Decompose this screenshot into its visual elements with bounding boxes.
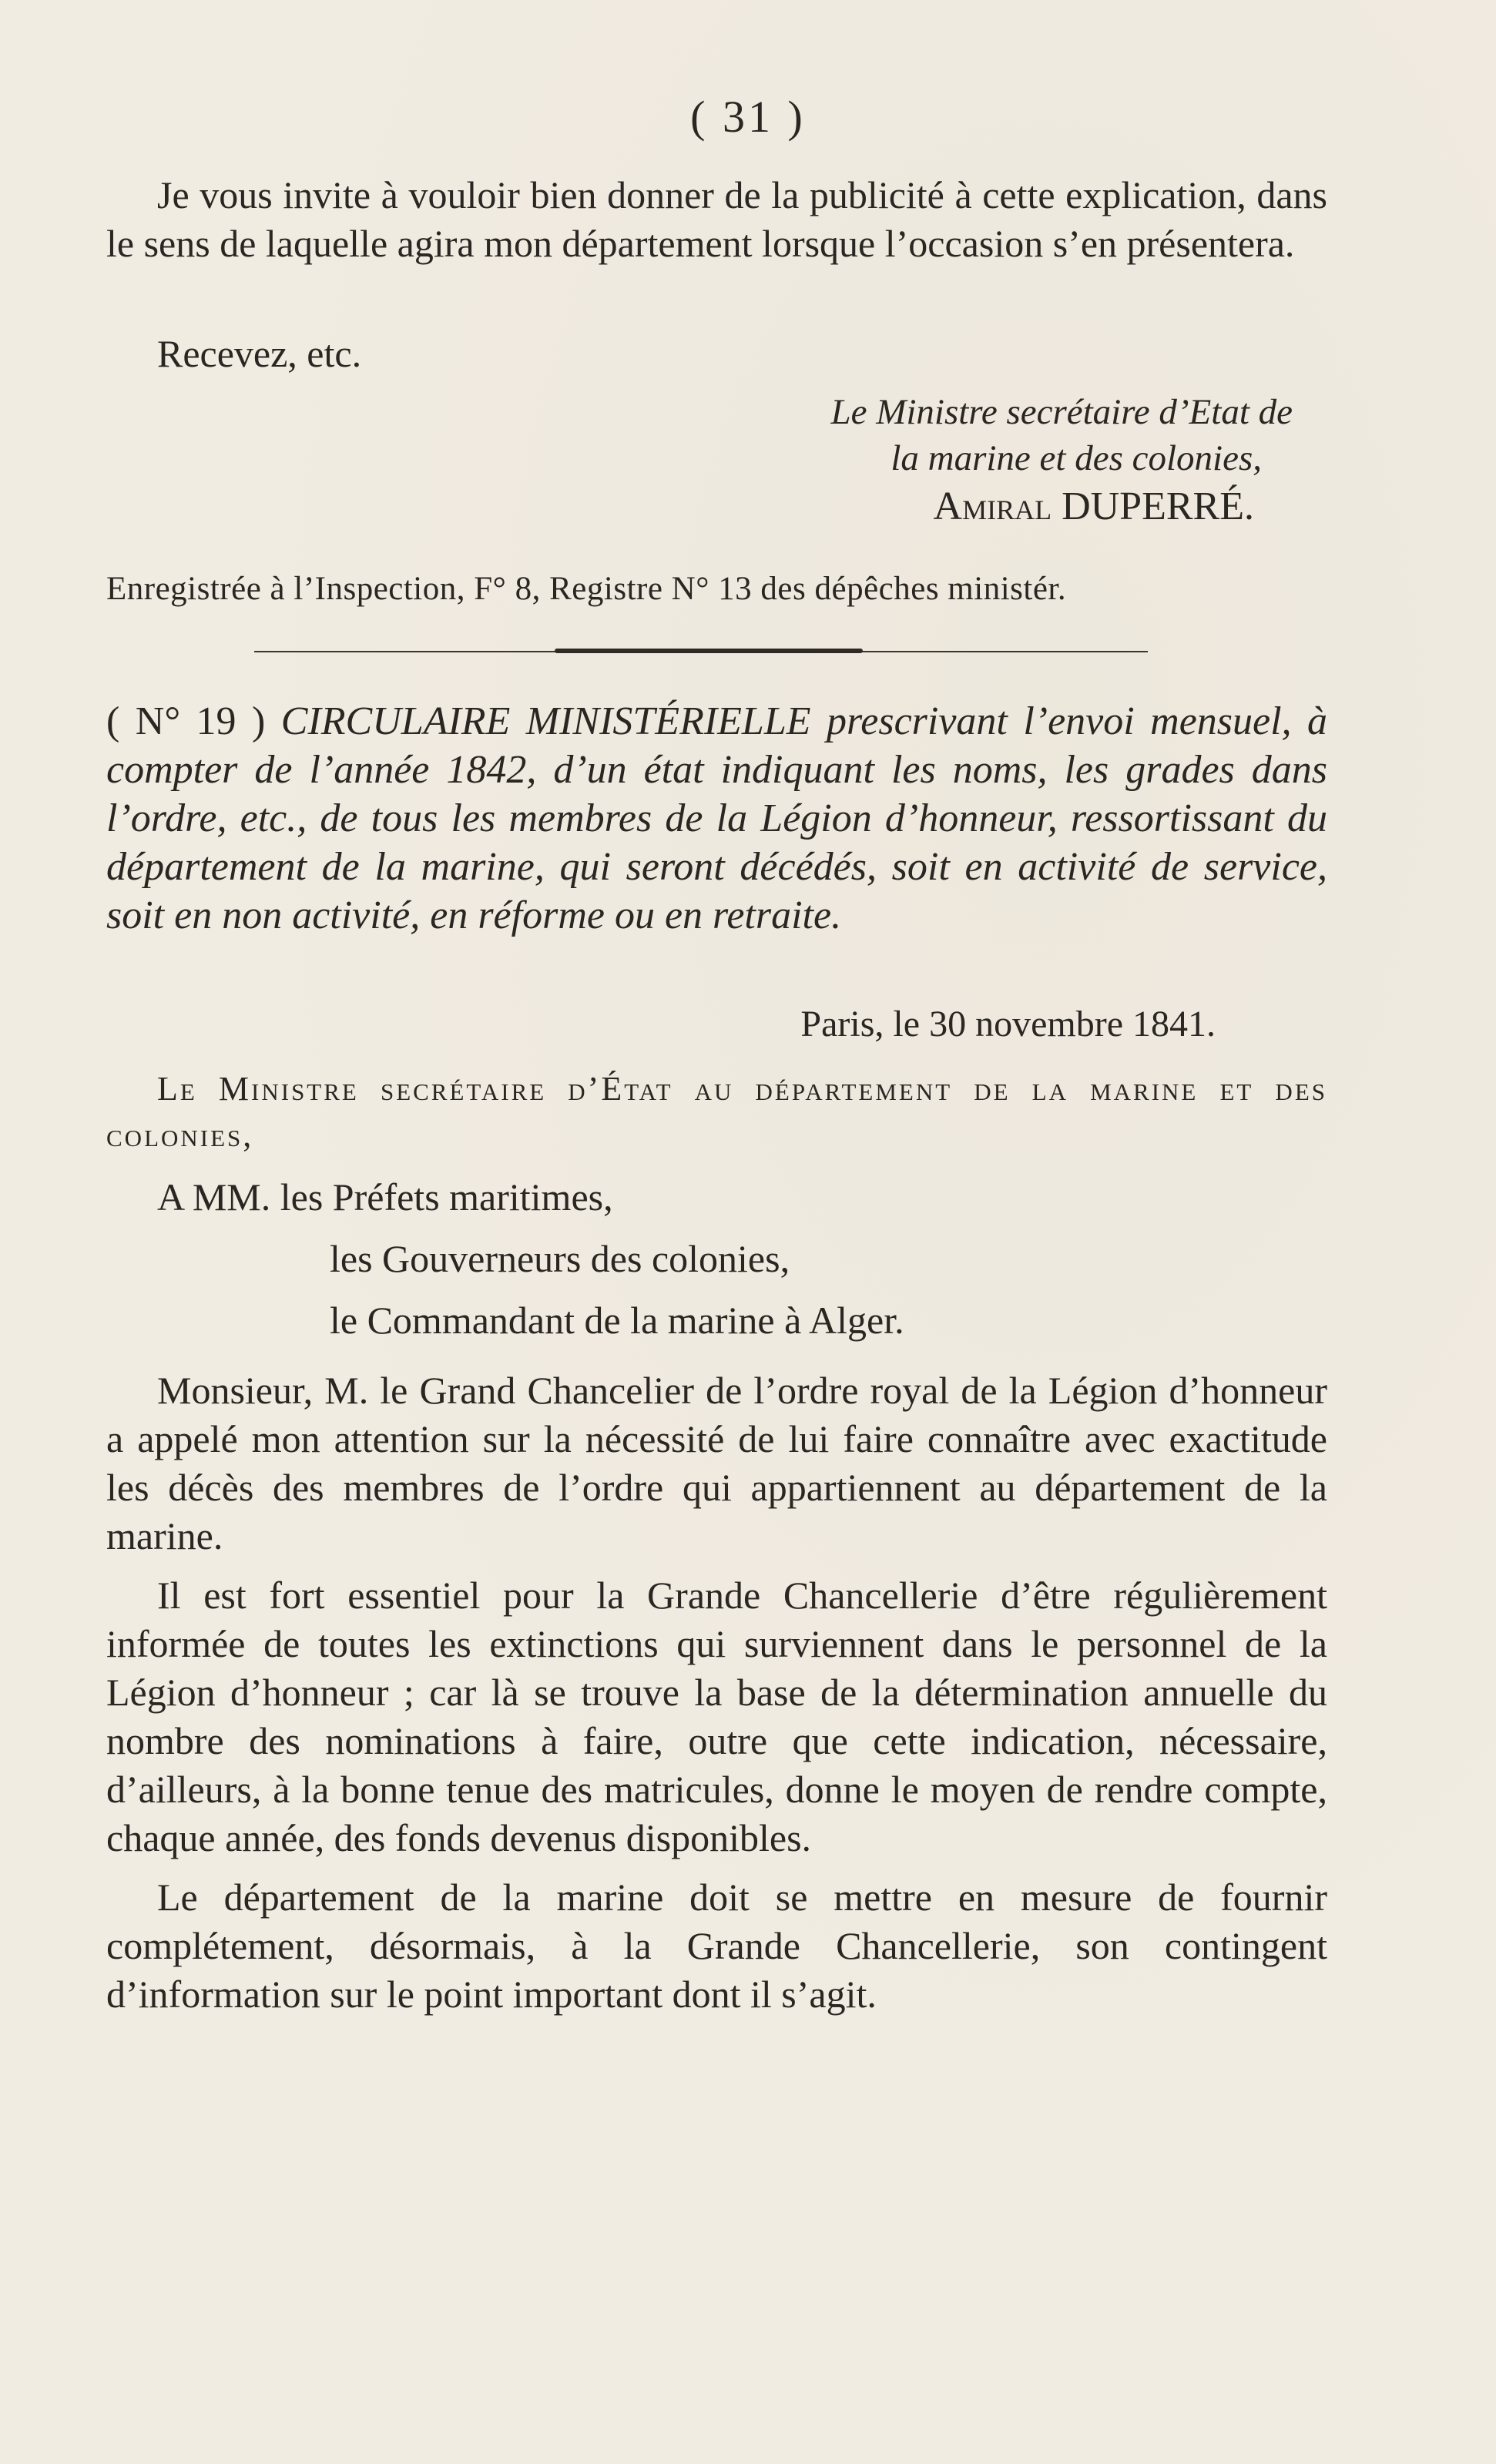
- intro-section: [106, 171, 1327, 268]
- page-number: ( 31 ): [690, 92, 806, 142]
- circular-body: [106, 1366, 1327, 2019]
- closing-formula: Recevez, etc.: [157, 332, 362, 375]
- body-paragraph-3: Le département de la marine doit se mettre en mesure de fournir complétement, désormais, à la Grande Chancellerie, son contingent d’information sur le point important dont il s’agit.: [106, 1876, 1327, 2016]
- addressee-commander: le Commandant de la marine à Alger.: [330, 1299, 904, 1342]
- minister-heading: Le Ministre secrétaire d’État au département de la marine et des colonies,: [106, 1070, 1327, 1154]
- registration-note: Enregistrée à l’Inspection, F° 8, Registre N° 13 des dépêches ministér.: [106, 571, 1067, 607]
- signature-name: DUPERRÉ.: [1062, 484, 1254, 528]
- addressee-prefects: les Préfets maritimes,: [280, 1175, 613, 1219]
- minister-heading-section: [106, 1066, 1327, 1158]
- circular-heading: [106, 697, 1327, 940]
- date-section: [106, 1001, 1216, 1048]
- body-paragraph-2: Il est fort essentiel pour la Grande Chancellerie d’être régulièrement informée de toutes les extinctions qui surviennent dans le personnel de la Légion d’honneur ; car là se trouve la base de la détermination annuelle du nombre des nominations à faire, outre que cette indication, nécessaire, d’ailleurs, à la bonne tenue des matricules, donne le moyen de rendre compte, chaque année, des fonds devenus disponibles.: [106, 1574, 1327, 1859]
- circular-heading-section: [106, 697, 1327, 940]
- addressee-prefix: A MM.: [157, 1175, 271, 1219]
- signature-rank: Amiral: [933, 484, 1052, 528]
- section-divider-ornament: [555, 649, 863, 653]
- signature-title-line2: la marine et des colonies,: [891, 438, 1262, 478]
- addressee-governors: les Gouverneurs des colonies,: [330, 1237, 790, 1280]
- circular-number: ( N° 19 ): [106, 699, 266, 743]
- circular-date: Paris, le 30 novembre 1841.: [800, 1004, 1216, 1044]
- intro-paragraph: Je vous invite à vouloir bien donner de la publicité à cette explication, dans le sens de laquelle agira mon département lorsque l’occasion s’en présentera.: [106, 173, 1327, 265]
- body-paragraph-1: Monsieur, M. le Grand Chancelier de l’ordre royal de la Légion d’honneur a appelé mon attention sur la nécessité de lui faire connaître avec exactitude les décès des membres de l’ordre qui appartiennent au département de la marine.: [106, 1369, 1327, 1557]
- registration-section: [106, 567, 1370, 612]
- addressee-line1: [106, 1166, 1327, 1228]
- addressees-block: [106, 1166, 1327, 1351]
- signature-block: [106, 389, 1293, 532]
- signature-name-line: [106, 481, 1293, 532]
- signature-title-line1: Le Ministre secrétaire d’Etat de: [830, 392, 1293, 432]
- closing-section: [106, 330, 1327, 378]
- circular-title: CIRCULAIRE MINISTÉRIELLE prescrivant l’envoi mensuel, à compter de l’année 1842, d’un état indiquant les noms, les grades dans l’ordre, etc., de tous les membres de la Légion d’honneur, ressortissant du département de la marine, qui seront décédés, soit en activité de service, soit en non activité, en réforme ou en retraite.: [106, 699, 1327, 937]
